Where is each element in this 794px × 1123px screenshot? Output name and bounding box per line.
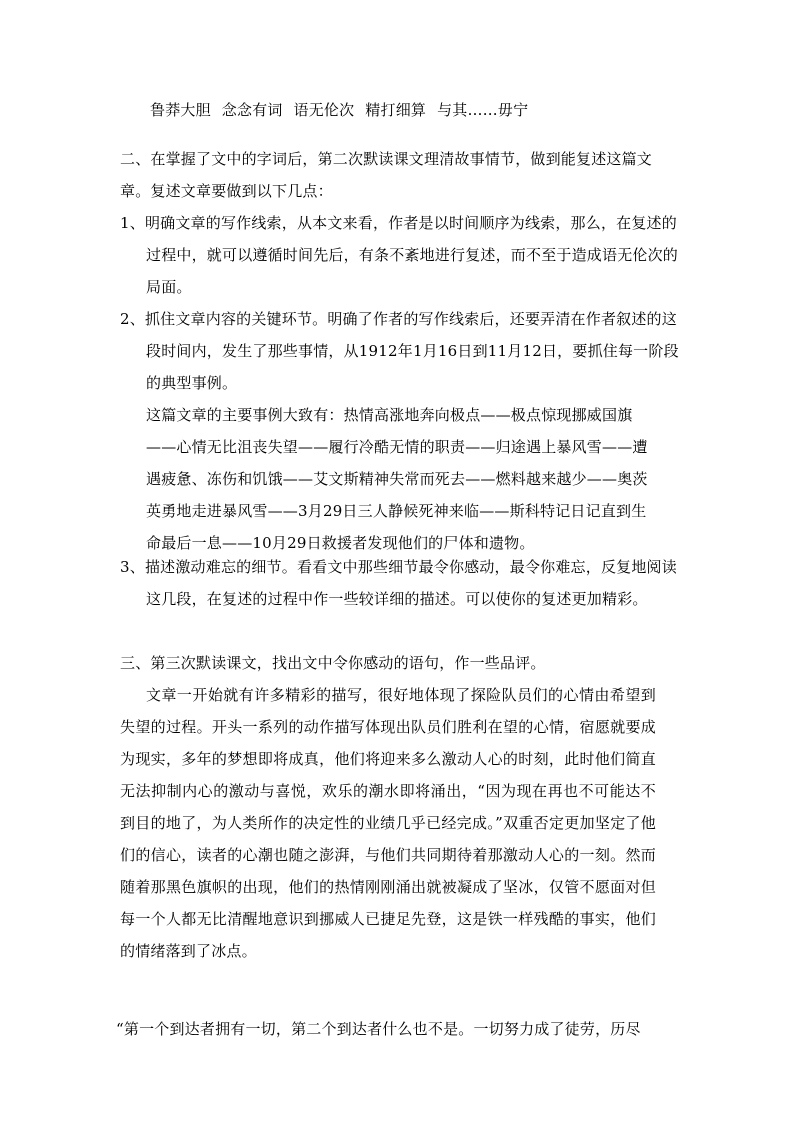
- section-3-intro: 三、第三次默读课文，找出文中令你感动的语句，作一些品评。: [120, 654, 546, 672]
- section-2-item-1: 1、明确文章的写作线索，从本文来看，作者是以时间顺序为线索，那么，在复述的过程中，就可以遵循时间先后，有条不紊地进行复述，而不至于造成语无伦次的局面。: [120, 214, 679, 296]
- section-2-intro: 二、在掌握了文中的字词后，第二次默读课文理清故事情节，做到能复述这篇文章。复述文章要做到以下几点：: [120, 150, 653, 200]
- quote-line: “第一个到达者拥有一切，第二个到达者什么也不是。一切努力成了徒劳，历尽: [116, 1020, 641, 1038]
- section-3-analysis-paragraph: 文章一开始就有许多精彩的描写，很好地体现了探险队员们的心情由希望到失望的过程。开头一系列的动作描写体现出队员们胜利在望的心情，宿愿就要成为现实，多年的梦想即将成真，他们将迎来多么激动人心的时刻，此时他们简直无法抑制内心的激动与喜悦，欢乐的潮水即将涌出，“因为现在再也不可能达不到目的地了，为人类所作的决定性的业绩几乎已经完成。”双重否定更加坚定了他们的信心，读者的心潮也随之澎湃，与他们共同期待着那激动人心的一刻。然而随着那黑色旗帜的出现，他们的热情刚刚涌出就被凝成了坚冰，仅管不愿面对但每一个人都无比清醒地意识到挪威人已捷足先登，这是铁一样残酷的事实，他们的情绪落到了冰点。: [120, 686, 656, 960]
- section-2-item-3: 3、描述激动难忘的细节。看看文中那些细节最令你感动，最令你难忘，反复地阅读这几段，在复述的过程中作一些较详细的描述。可以使你的复述更加精彩。: [120, 558, 677, 608]
- section-2-item-2: 2、抓住文章内容的关键环节。明确了作者的写作线索后，还要弄清在作者叙述的这段时间内，发生了那些事情，从1912年1月16日到11月12日，要抓住每一阶段的典型事例。: [120, 310, 679, 392]
- main-events-paragraph: 这篇文章的主要事例大致有：热情高涨地奔向极点——极点惊现挪威国旗——心情无比沮丧失望——履行冷酷无情的职责——归途遇上暴风雪——遭遇疲惫、冻伤和饥饿——艾文斯精神失常而死去——燃料越来越少——奥茨英勇地走进暴风雪——3月29日三人静候死神来临——斯科特记日记直到生命最后一息——10月29日救援者发现他们的尸体和遗物。: [146, 406, 648, 552]
- vocabulary-line: 鲁莽大胆 念念有词 语无伦次 精打细算 与其……毋宁: [150, 101, 529, 119]
